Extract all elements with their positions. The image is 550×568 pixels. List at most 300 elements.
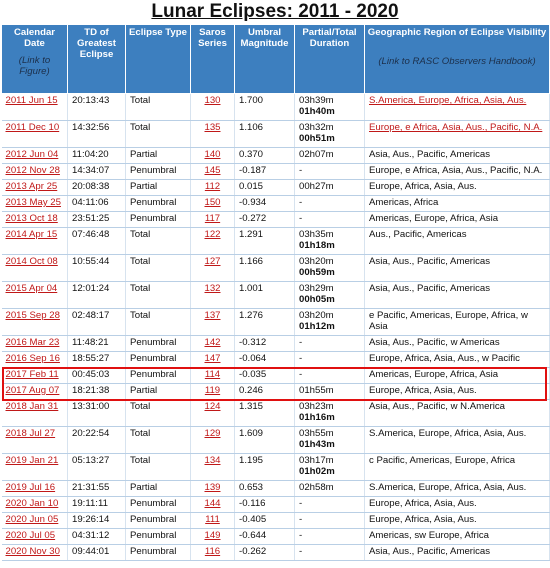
header-duration: Partial/Total Duration <box>295 25 365 94</box>
header-region <box>365 25 550 94</box>
umbral-value: 0.653 <box>239 482 264 493</box>
umbral-value: -0.312 <box>239 337 267 348</box>
duration-partial: - <box>299 530 303 541</box>
td-value: 20:13:43 <box>72 95 110 106</box>
duration-cell <box>295 196 365 212</box>
table-row <box>2 545 550 561</box>
date-link[interactable]: 2019 Jul 16 <box>5 482 56 493</box>
td-cell <box>68 529 126 545</box>
td-value: 19:26:14 <box>72 514 110 525</box>
umbral-cell <box>235 148 295 164</box>
region-value: Asia, Aus., Pacific, Americas <box>369 256 491 267</box>
region-cell <box>365 336 550 352</box>
region-cell[interactable] <box>365 121 550 148</box>
date-link[interactable]: 2017 Feb 11 <box>5 369 59 380</box>
header-td: TD of Greatest Eclipse <box>68 25 126 94</box>
date-link[interactable]: 2016 Sep 16 <box>5 353 60 364</box>
region-cell <box>365 513 550 529</box>
region-value: Europe, e Africa, Asia, Aus., Pacific, N.A. <box>369 165 543 176</box>
umbral-value: 1.291 <box>239 229 264 240</box>
region-cell <box>365 384 550 400</box>
saros-link[interactable]: 140 <box>204 149 221 160</box>
umbral-value: 1.166 <box>239 256 264 267</box>
type-cell <box>126 309 191 336</box>
date-link[interactable]: 2012 Jun 04 <box>5 149 59 160</box>
duration-cell <box>295 368 365 384</box>
type-value: Total <box>130 455 151 466</box>
td-value: 11:48:21 <box>72 337 109 348</box>
type-value: Penumbral <box>130 514 177 525</box>
date-cell[interactable] <box>2 454 68 481</box>
umbral-cell <box>235 427 295 454</box>
saros-cell[interactable] <box>191 228 235 255</box>
table-row <box>2 352 550 368</box>
umbral-value: -0.116 <box>239 498 266 509</box>
td-cell <box>68 164 126 180</box>
umbral-value: -0.272 <box>239 213 267 224</box>
region-link[interactable]: S.America, Europe, Africa, Asia, Aus. <box>369 95 527 106</box>
region-value: e Pacific, Americas, Europe, Africa, w Asia <box>369 310 528 332</box>
umbral-cell <box>235 336 295 352</box>
duration-cell <box>295 497 365 513</box>
region-cell <box>365 427 550 454</box>
umbral-value: -0.262 <box>239 546 267 557</box>
td-cell <box>68 368 126 384</box>
date-link[interactable]: 2013 Oct 18 <box>5 213 58 224</box>
date-cell[interactable] <box>2 384 68 400</box>
region-cell <box>365 255 550 282</box>
td-cell <box>68 196 126 212</box>
duration-partial: - <box>299 353 303 364</box>
umbral-cell <box>235 400 295 427</box>
duration-partial: 01h55m <box>299 385 334 396</box>
type-value: Penumbral <box>130 546 177 557</box>
type-value: Total <box>130 310 151 321</box>
duration-cell <box>295 228 365 255</box>
region-cell <box>365 529 550 545</box>
td-cell <box>68 427 126 454</box>
umbral-value: 1.195 <box>239 455 264 466</box>
date-link[interactable]: 2015 Apr 04 <box>5 283 58 294</box>
duration-partial: - <box>299 165 303 176</box>
date-cell[interactable] <box>2 164 68 180</box>
umbral-value: 1.315 <box>239 401 264 412</box>
date-cell[interactable] <box>2 121 68 148</box>
td-value: 11:04:20 <box>72 149 109 160</box>
region-cell <box>365 148 550 164</box>
saros-link[interactable]: 134 <box>204 455 221 466</box>
saros-cell[interactable] <box>191 94 235 121</box>
saros-link[interactable]: 117 <box>204 213 221 224</box>
umbral-value: 1.276 <box>239 310 264 321</box>
region-value: S.America, Europe, Africa, Asia, Aus. <box>369 428 527 439</box>
duration-partial: - <box>299 197 303 208</box>
type-value: Partial <box>130 149 158 160</box>
saros-link[interactable]: 124 <box>204 401 221 412</box>
saros-link[interactable]: 139 <box>204 482 221 493</box>
saros-cell[interactable] <box>191 545 235 561</box>
table-row <box>2 529 550 545</box>
date-link[interactable]: 2018 Jul 27 <box>5 428 56 439</box>
saros-link[interactable]: 119 <box>204 385 221 396</box>
region-cell[interactable] <box>365 94 550 121</box>
duration-cell <box>295 384 365 400</box>
saros-cell[interactable] <box>191 454 235 481</box>
date-link[interactable]: 2020 Jun 05 <box>5 514 59 525</box>
duration-total: 01h12m <box>299 321 335 332</box>
duration-cell <box>295 309 365 336</box>
region-value: Asia, Aus., Pacific, w Americas <box>369 337 500 348</box>
table-row <box>2 121 550 148</box>
date-link[interactable]: 2016 Mar 23 <box>5 337 60 348</box>
date-cell[interactable] <box>2 255 68 282</box>
date-cell[interactable] <box>2 282 68 309</box>
type-value: Partial <box>130 482 158 493</box>
header-date-label: Calendar Date <box>13 27 56 49</box>
duration-partial: 03h20m <box>299 310 334 321</box>
td-cell <box>68 400 126 427</box>
type-value: Total <box>130 401 151 412</box>
header-umbral: Umbral Magnitude <box>235 25 295 94</box>
header-date-sublabel: (Link to Figure) <box>18 55 51 77</box>
td-value: 10:55:44 <box>72 256 110 267</box>
saros-cell[interactable] <box>191 148 235 164</box>
header-region-sublabel: (Link to RASC Observers Handbook) <box>378 56 536 67</box>
type-cell <box>126 545 191 561</box>
date-cell[interactable] <box>2 368 68 384</box>
region-value: Asia, Aus., Pacific, Americas <box>369 283 491 294</box>
table-row <box>2 497 550 513</box>
type-cell <box>126 255 191 282</box>
region-cell <box>365 282 550 309</box>
td-cell <box>68 513 126 529</box>
umbral-value: -0.934 <box>239 197 267 208</box>
umbral-value: 1.106 <box>239 122 264 133</box>
umbral-cell <box>235 180 295 196</box>
date-link[interactable]: 2011 Dec 10 <box>5 122 60 133</box>
type-value: Penumbral <box>130 498 177 509</box>
region-cell <box>365 368 550 384</box>
td-value: 05:13:27 <box>72 455 110 466</box>
saros-link[interactable]: 135 <box>204 122 221 133</box>
type-value: Total <box>130 256 151 267</box>
saros-cell[interactable] <box>191 180 235 196</box>
duration-partial: 03h23m <box>299 401 334 412</box>
saros-cell[interactable] <box>191 368 235 384</box>
date-link[interactable]: 2014 Oct 08 <box>5 256 58 267</box>
saros-link[interactable]: 145 <box>204 165 221 176</box>
saros-link[interactable]: 147 <box>204 353 221 364</box>
eclipse-table <box>1 24 550 561</box>
umbral-cell <box>235 384 295 400</box>
table-row <box>2 454 550 481</box>
td-value: 18:55:27 <box>72 353 110 364</box>
region-cell <box>365 352 550 368</box>
region-cell <box>365 545 550 561</box>
saros-cell[interactable] <box>191 513 235 529</box>
type-value: Partial <box>130 385 158 396</box>
td-value: 12:01:24 <box>72 283 110 294</box>
region-cell <box>365 481 550 497</box>
table-row <box>2 212 550 228</box>
region-cell <box>365 228 550 255</box>
umbral-value: 0.246 <box>239 385 264 396</box>
duration-partial: - <box>299 369 303 380</box>
region-value: Europe, Africa, Asia, Aus., w Pacific <box>369 353 520 364</box>
saros-cell[interactable] <box>191 352 235 368</box>
region-value: Asia, Aus., Pacific, Americas <box>369 149 491 160</box>
date-cell[interactable] <box>2 196 68 212</box>
duration-cell <box>295 255 365 282</box>
type-cell <box>126 336 191 352</box>
type-cell <box>126 228 191 255</box>
saros-link[interactable]: 137 <box>204 310 221 321</box>
duration-cell <box>295 427 365 454</box>
region-value: S.America, Europe, Africa, Asia, Aus. <box>369 482 527 493</box>
date-cell[interactable] <box>2 513 68 529</box>
duration-partial: 03h29m <box>299 283 334 294</box>
region-value: Americas, Europe, Africa, Asia <box>369 369 499 380</box>
duration-partial: 03h32m <box>299 122 334 133</box>
td-cell <box>68 545 126 561</box>
date-link[interactable]: 2013 May 25 <box>5 197 61 208</box>
table-row <box>2 228 550 255</box>
date-cell[interactable] <box>2 228 68 255</box>
td-cell <box>68 255 126 282</box>
duration-partial: - <box>299 213 303 224</box>
region-link[interactable]: Europe, e Africa, Asia, Aus., Pacific, N.A. <box>369 122 543 133</box>
duration-cell <box>295 164 365 180</box>
date-link[interactable]: 2019 Jan 21 <box>5 455 59 466</box>
umbral-value: -0.644 <box>239 530 267 541</box>
date-link[interactable]: 2011 Jun 15 <box>5 95 58 106</box>
td-cell <box>68 94 126 121</box>
duration-total: 01h18m <box>299 240 335 251</box>
type-cell <box>126 454 191 481</box>
td-value: 21:31:55 <box>72 482 110 493</box>
table-row <box>2 309 550 336</box>
saros-link[interactable]: 116 <box>204 546 221 557</box>
date-cell[interactable] <box>2 400 68 427</box>
type-value: Penumbral <box>130 165 177 176</box>
date-cell[interactable] <box>2 497 68 513</box>
type-cell <box>126 352 191 368</box>
umbral-cell <box>235 255 295 282</box>
saros-link[interactable]: 144 <box>204 498 221 509</box>
region-value: Americas, Europe, Africa, Asia <box>369 213 499 224</box>
type-cell <box>126 497 191 513</box>
date-cell[interactable] <box>2 481 68 497</box>
date-link[interactable]: 2014 Apr 15 <box>5 229 58 240</box>
saros-link[interactable]: 130 <box>204 95 221 106</box>
header-eclipse-type: Eclipse Type <box>126 25 191 94</box>
date-cell[interactable] <box>2 212 68 228</box>
region-value: Europe, Africa, Asia, Aus. <box>369 514 477 525</box>
date-cell[interactable] <box>2 529 68 545</box>
saros-link[interactable]: 114 <box>204 369 221 380</box>
duration-partial: - <box>299 337 303 348</box>
table-row <box>2 94 550 121</box>
umbral-cell <box>235 497 295 513</box>
umbral-cell <box>235 121 295 148</box>
duration-partial: 03h39m <box>299 95 334 106</box>
date-link[interactable]: 2020 Jan 10 <box>5 498 59 509</box>
type-value: Total <box>130 283 151 294</box>
td-cell <box>68 148 126 164</box>
saros-cell[interactable] <box>191 427 235 454</box>
saros-cell[interactable] <box>191 529 235 545</box>
umbral-cell <box>235 513 295 529</box>
duration-cell <box>295 400 365 427</box>
table-row <box>2 384 550 400</box>
duration-partial: 00h27m <box>299 181 334 192</box>
table-row <box>2 481 550 497</box>
type-cell <box>126 529 191 545</box>
region-cell <box>365 180 550 196</box>
table-row <box>2 427 550 454</box>
region-value: Americas, Africa <box>369 197 439 208</box>
umbral-value: 1.609 <box>239 428 264 439</box>
duration-partial: 03h20m <box>299 256 334 267</box>
table-row <box>2 196 550 212</box>
umbral-cell <box>235 545 295 561</box>
umbral-cell <box>235 368 295 384</box>
umbral-cell <box>235 481 295 497</box>
umbral-cell <box>235 282 295 309</box>
saros-link[interactable]: 142 <box>204 337 221 348</box>
table-row <box>2 368 550 384</box>
region-value: c Pacific, Americas, Europe, Africa <box>369 455 516 466</box>
date-cell[interactable] <box>2 352 68 368</box>
saros-cell[interactable] <box>191 336 235 352</box>
header-region-label: Geographic Region of Eclipse Visibility <box>367 27 547 38</box>
date-cell[interactable] <box>2 180 68 196</box>
saros-link[interactable]: 112 <box>204 181 221 192</box>
saros-cell[interactable] <box>191 400 235 427</box>
saros-link[interactable]: 132 <box>204 283 221 294</box>
saros-cell[interactable] <box>191 481 235 497</box>
region-cell <box>365 164 550 180</box>
duration-cell <box>295 513 365 529</box>
region-value: Europe, Africa, Asia, Aus. <box>369 181 477 192</box>
td-value: 14:34:07 <box>72 165 110 176</box>
date-link[interactable]: 2012 Nov 28 <box>5 165 60 176</box>
td-value: 20:22:54 <box>72 428 110 439</box>
saros-cell[interactable] <box>191 121 235 148</box>
date-link[interactable]: 2015 Sep 28 <box>5 310 60 321</box>
type-cell <box>126 384 191 400</box>
umbral-cell <box>235 196 295 212</box>
umbral-value: 1.001 <box>239 283 264 294</box>
duration-total: 01h40m <box>299 106 335 117</box>
type-cell <box>126 481 191 497</box>
td-value: 19:11:11 <box>72 498 108 509</box>
duration-total: 01h43m <box>299 439 335 450</box>
saros-cell[interactable] <box>191 309 235 336</box>
umbral-cell <box>235 94 295 121</box>
umbral-cell <box>235 228 295 255</box>
saros-link[interactable]: 150 <box>204 197 221 208</box>
saros-link[interactable]: 122 <box>204 229 221 240</box>
date-cell[interactable] <box>2 309 68 336</box>
duration-cell <box>295 94 365 121</box>
saros-link[interactable]: 129 <box>204 428 221 439</box>
saros-cell[interactable] <box>191 212 235 228</box>
td-cell <box>68 384 126 400</box>
saros-link[interactable]: 149 <box>204 530 221 541</box>
date-link[interactable]: 2017 Aug 07 <box>5 385 60 396</box>
region-value: Europe, Africa, Asia, Aus. <box>369 385 477 396</box>
table-row <box>2 282 550 309</box>
td-cell <box>68 212 126 228</box>
saros-cell[interactable] <box>191 255 235 282</box>
header-row <box>2 25 550 94</box>
td-value: 18:21:38 <box>72 385 110 396</box>
region-cell <box>365 497 550 513</box>
region-cell <box>365 454 550 481</box>
duration-partial: 02h58m <box>299 482 334 493</box>
date-cell[interactable] <box>2 148 68 164</box>
duration-partial: - <box>299 546 303 557</box>
saros-cell[interactable] <box>191 282 235 309</box>
table-row <box>2 513 550 529</box>
date-link[interactable]: 2020 Nov 30 <box>5 546 60 557</box>
date-link[interactable]: 2013 Apr 25 <box>5 181 58 192</box>
type-cell <box>126 121 191 148</box>
region-value: Americas, sw Europe, Africa <box>369 530 489 541</box>
date-cell[interactable] <box>2 336 68 352</box>
saros-cell[interactable] <box>191 497 235 513</box>
td-cell <box>68 309 126 336</box>
td-cell <box>68 180 126 196</box>
saros-link[interactable]: 127 <box>204 256 221 267</box>
saros-cell[interactable] <box>191 164 235 180</box>
saros-cell[interactable] <box>191 384 235 400</box>
type-value: Penumbral <box>130 353 177 364</box>
duration-cell <box>295 545 365 561</box>
umbral-cell <box>235 212 295 228</box>
duration-cell <box>295 529 365 545</box>
date-link[interactable]: 2020 Jul 05 <box>5 530 56 541</box>
td-value: 02:48:17 <box>72 310 110 321</box>
date-cell[interactable] <box>2 427 68 454</box>
umbral-value: -0.405 <box>239 514 267 525</box>
duration-partial: - <box>299 498 303 509</box>
date-cell[interactable] <box>2 94 68 121</box>
duration-cell <box>295 148 365 164</box>
type-cell <box>126 513 191 529</box>
date-link[interactable]: 2018 Jan 31 <box>5 401 59 412</box>
table-row <box>2 336 550 352</box>
header-saros: Saros Series <box>191 25 235 94</box>
table-row <box>2 255 550 282</box>
type-cell <box>126 148 191 164</box>
umbral-value: -0.035 <box>239 369 267 380</box>
type-cell <box>126 427 191 454</box>
td-cell <box>68 282 126 309</box>
type-cell <box>126 180 191 196</box>
td-value: 00:45:03 <box>72 369 110 380</box>
saros-link[interactable]: 111 <box>205 514 220 525</box>
umbral-cell <box>235 309 295 336</box>
td-value: 13:31:00 <box>72 401 110 412</box>
duration-cell <box>295 282 365 309</box>
region-value: Asia, Aus., Pacific, Americas <box>369 546 491 557</box>
date-cell[interactable] <box>2 545 68 561</box>
saros-cell[interactable] <box>191 196 235 212</box>
type-cell <box>126 368 191 384</box>
duration-total: 01h16m <box>299 412 335 423</box>
